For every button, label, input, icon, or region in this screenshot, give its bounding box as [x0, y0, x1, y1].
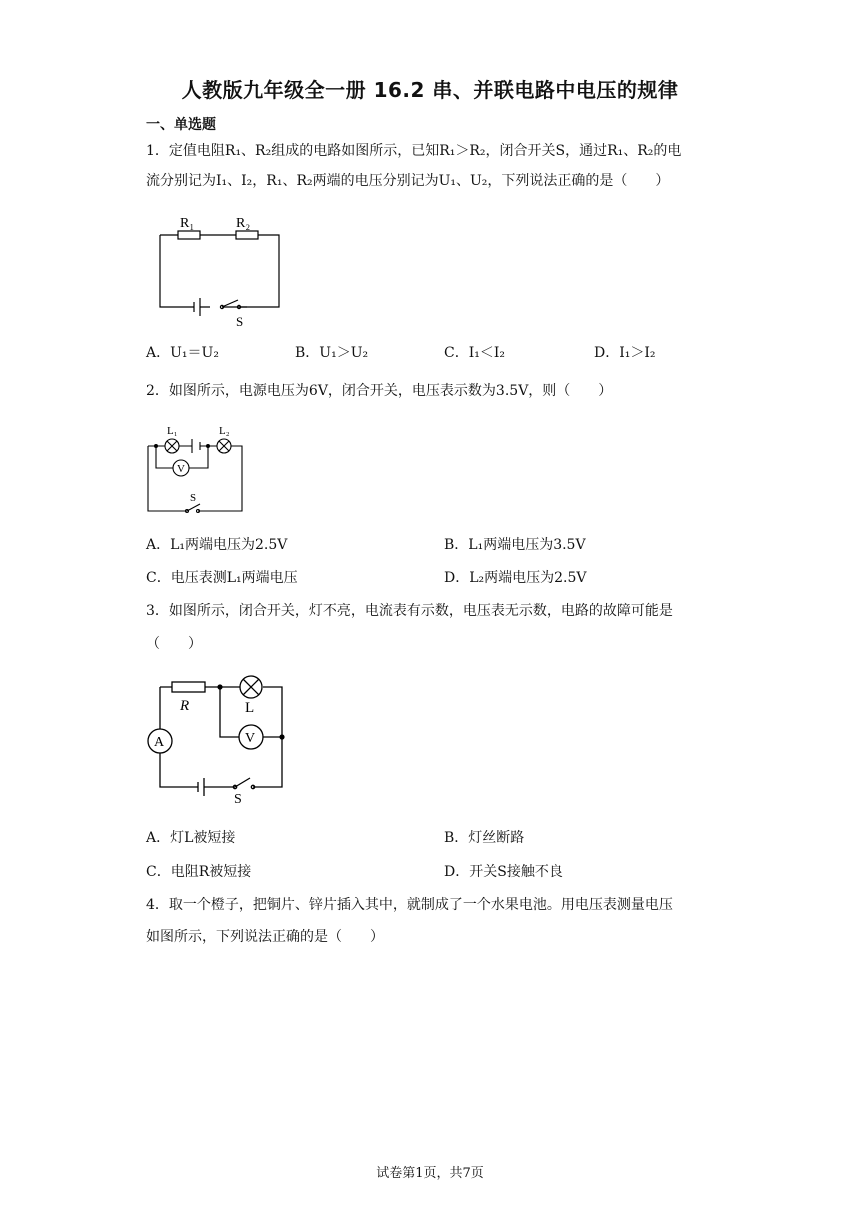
q1-option-d: D．I₁＞I₂: [594, 345, 656, 361]
page-footer: 试卷第1页，共7页: [376, 1166, 484, 1181]
section-heading: 一、单选题: [146, 117, 216, 133]
question-2: [146, 381, 726, 401]
q2-option-a: A．L₁两端电压为2.5V: [146, 537, 288, 553]
label-voltmeter: V: [245, 731, 256, 746]
question-2-line-1: 2．如图所示，电源电压为6V，闭合开关，电压表示数为3.5V，则（ ）: [146, 383, 613, 399]
question-3-circuit-diagram: [140, 670, 300, 810]
label-switch: S: [190, 492, 197, 504]
question-1-line-2: 流分别记为I₁、I₂，R₁、R₂两端的电压分别记为U₁、U₂，下列说法正确的是（ ）: [146, 173, 670, 189]
switch-blade: [235, 778, 250, 787]
q2-option-b: B．L₁两端电压为3.5V: [444, 537, 586, 553]
label-voltmeter: V: [177, 463, 185, 475]
q1-option-a: A．U₁＝U₂: [146, 345, 219, 361]
label-r: R: [180, 698, 190, 714]
q2-option-d: D．L₂两端电压为2.5V: [444, 570, 587, 586]
q3-option-b: B．灯丝断路: [444, 830, 525, 846]
resistor-r: [172, 682, 205, 692]
label-switch: S: [234, 792, 242, 807]
question-2-circuit-diagram: [140, 420, 250, 520]
label-switch: S: [236, 314, 244, 329]
question-3: [146, 601, 726, 654]
q1-option-c: C．I₁＜I₂: [444, 345, 505, 361]
question-4: [146, 895, 726, 947]
label-l: L: [245, 700, 255, 716]
resistor-r2: [236, 231, 258, 239]
q3-option-a: A．灯L被短接: [146, 830, 236, 846]
q3-option-d: D．开关S接触不良: [444, 864, 563, 880]
question-3-line-2: （ ）: [146, 636, 202, 652]
q3-option-c: C．电阻R被短接: [146, 864, 252, 880]
resistor-r1: [178, 231, 200, 239]
question-1-circuit-diagram: [150, 210, 290, 330]
question-3-line-1: 3．如图所示，闭合开关，灯不亮，电流表有示数，电压表无示数，电路的故障可能是: [146, 603, 673, 619]
label-l1: L₁: [167, 425, 178, 437]
label-ammeter: A: [154, 735, 165, 750]
label-r1: R₁: [180, 216, 195, 231]
question-4-line-2: 如图所示，下列说法正确的是（ ）: [146, 929, 384, 945]
question-4-line-1: 4．取一个橙子，把铜片、锌片插入其中，就制成了一个水果电池。用电压表测量电压: [146, 897, 673, 913]
question-1-line-1: 1．定值电阻R₁、R₂组成的电路如图所示，已知R₁＞R₂，闭合开关S，通过R₁、R₂的电: [146, 143, 682, 159]
switch-blade: [222, 300, 238, 307]
label-r2: R₂: [236, 216, 251, 231]
page-title: 人教版九年级全一册 16.2 串、并联电路中电压的规律: [181, 78, 679, 102]
question-1: [146, 141, 726, 191]
label-l2: L₂: [219, 425, 230, 437]
q1-option-b: B．U₁＞U₂: [295, 345, 369, 361]
q2-option-c: C．电压表测L₁两端电压: [146, 570, 298, 586]
